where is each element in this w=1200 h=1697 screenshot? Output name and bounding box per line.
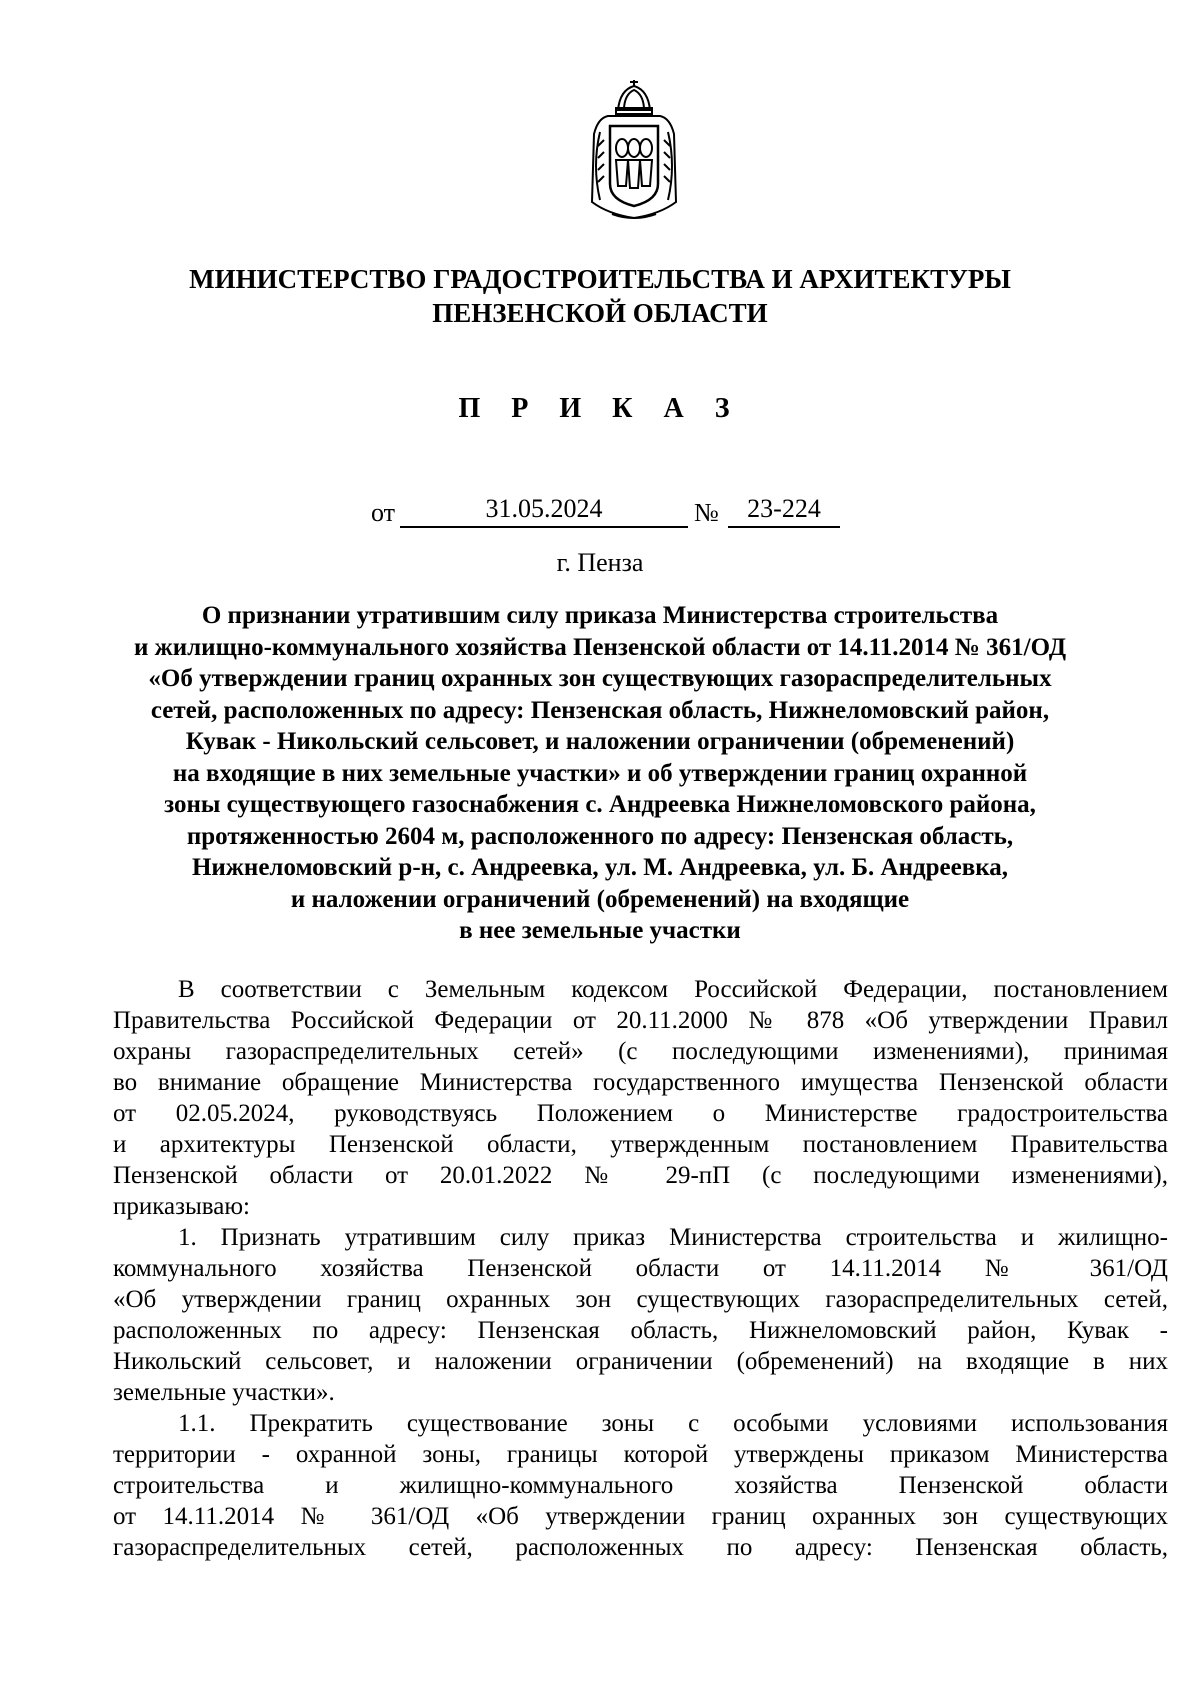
body-line: Правительства Российской Федерации от 20.11.2000 № 878 «Об утверждении Правил xyxy=(113,1007,1168,1034)
subject-line: и наложении ограничений (обременений) на входящие xyxy=(290,885,910,913)
body-line: территории - охранной зоны, границы которой утверждены приказом Министерства xyxy=(113,1441,1168,1468)
body-line: «Об утверждении границ охранных зон существующих газораспределительных сетей, xyxy=(113,1286,1168,1313)
body-line: и архитектуры Пензенской области, утвержденным постановлением Правительства xyxy=(113,1131,1168,1158)
subject-line: зоны существующего газоснабжения с. Андреевка Нижнеломовского района, xyxy=(164,791,1036,818)
order-number: 23-224 xyxy=(728,494,840,528)
body-line: газораспределительных сетей, расположенных по адресу: Пензенская область, xyxy=(113,1534,1168,1561)
subject-line: Нижнеломовский р-н, с. Андреевка, ул. М. Андреевка, ул. Б. Андреевка, xyxy=(191,854,1009,881)
number-label: № xyxy=(694,498,719,527)
subject-line: в нее земельные участки xyxy=(459,917,741,944)
order-subject xyxy=(0,600,1200,947)
subject-line: Кувак - Никольский сельсовет, и наложении ограничении (обременений) xyxy=(185,728,1015,755)
body-line: земельные участки». xyxy=(113,1379,335,1406)
ministry-name xyxy=(0,262,1200,330)
body-line: во внимание обращение Министерства государственного имущества Пензенской области xyxy=(113,1069,1168,1096)
subject-line: «Об утверждении границ охранных зон существующих газораспределительных xyxy=(148,665,1052,692)
subject-line: и жилищно-коммунального хозяйства Пензенской области от 14.11.2014 № 361/ОД xyxy=(133,633,1067,661)
order-date: 31.05.2024 xyxy=(400,494,688,528)
subject-line: О признании утратившим силу приказа Министерства строительства xyxy=(201,602,999,629)
body-line: приказываю: xyxy=(113,1193,250,1220)
coat-of-arms-emblem xyxy=(578,76,690,224)
ministry-name-line-2: ПЕНЗЕНСКОЙ ОБЛАСТИ xyxy=(432,298,768,328)
order-body-text xyxy=(113,974,1168,1563)
body-line: расположенных по адресу: Пензенская область, Нижнеломовский район, Кувак - xyxy=(113,1317,1168,1344)
body-line: строительства и жилищно-коммунального хозяйства Пензенской области xyxy=(113,1472,1168,1499)
ministry-name-line-1: МИНИСТЕРСТВО ГРАДОСТРОИТЕЛЬСТВА И АРХИТЕКТУРЫ xyxy=(189,264,1011,294)
subject-line: протяженностью 2604 м, расположенного по адресу: Пензенская область, xyxy=(186,822,1014,850)
from-label: от xyxy=(371,498,396,527)
order-date-number-row xyxy=(0,494,1200,534)
body-line: 1.1. Прекратить существование зоны с особыми условиями использования xyxy=(178,1410,1168,1437)
body-line: Пензенской области от 20.01.2022 № 29-пП (с последующими изменениями), xyxy=(113,1162,1168,1189)
body-line: от 14.11.2014 № 361/ОД «Об утверждении границ охранных зон существующих xyxy=(113,1503,1168,1530)
body-line: от 02.05.2024, руководствуясь Положением о Министерстве градостроительства xyxy=(113,1100,1168,1127)
body-line: коммунального хозяйства Пензенской области от 14.11.2014 № 361/ОД xyxy=(113,1255,1168,1282)
body-line: охраны газораспределительных сетей» (с последующими изменениями), принимая xyxy=(113,1038,1168,1065)
body-line: Никольский сельсовет, и наложении ограничении (обременений) на входящие в них xyxy=(113,1348,1168,1375)
city-name: г. Пенза xyxy=(556,548,644,577)
subject-line: сетей, расположенных по адресу: Пензенская область, Нижнеломовский район, xyxy=(150,696,1050,724)
document-type-title: П Р И К А З xyxy=(458,393,742,424)
body-line: В соответствии с Земельным кодексом Российской Федерации, постановлением xyxy=(178,976,1168,1003)
body-line: 1. Признать утратившим силу приказ Министерства строительства и жилищно- xyxy=(178,1224,1168,1251)
subject-line: на входящие в них земельные участки» и об утверждении границ охранной xyxy=(172,759,1028,787)
